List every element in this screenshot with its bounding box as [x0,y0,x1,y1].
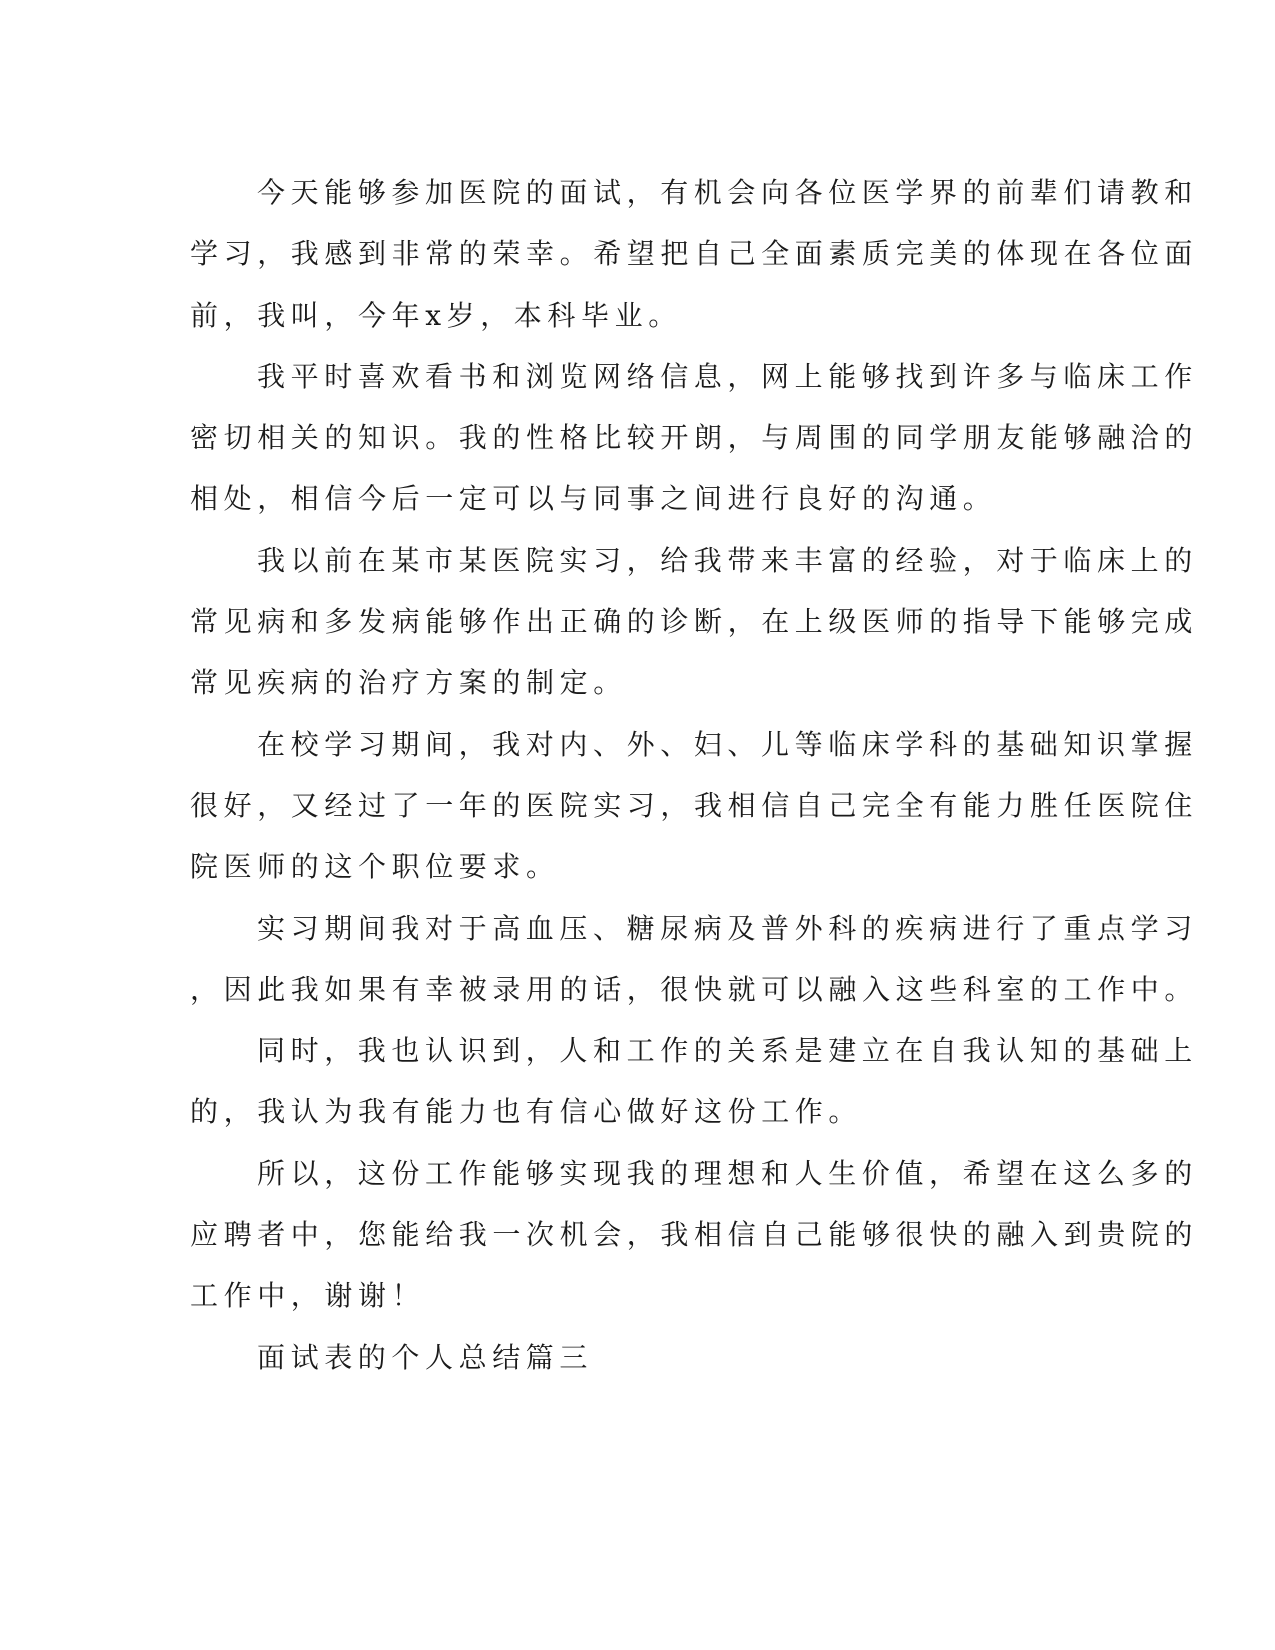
text-line: ，因此我如果有幸被录用的话，很快就可以融入这些科室的工作中。 [190,972,1199,1006]
text-line: 的，我认为我有能力也有信心做好这份工作。 [190,1095,863,1129]
text-line: 今天能够参加医院的面试，有机会向各位医学界的前辈们请教和 [257,176,1198,209]
paragraph [190,1327,1090,1388]
text-line: 在校学习期间，我对内、外、妇、儿等临床学科的基础知识掌握 [257,727,1198,761]
text-line: 院医师的这个职位要求。 [190,850,560,884]
text-line: 密切相关的知识。我的性格比较开朗，与周围的同学朋友能够融洽的 [190,421,1199,455]
text-line: 相处，相信今后一定可以与同事之间进行良好的沟通。 [190,482,997,516]
text-line: 很好，又经过了一年的医院实习，我相信自己完全有能力胜任医院住 [190,788,1199,822]
text-line: 实习期间我对于高血压、糖尿病及普外科的疾病进行了重点学习 [257,911,1198,945]
text-line: 常见病和多发病能够作出正确的诊断，在上级医师的指导下能够完成 [190,605,1199,639]
text-line: 同时，我也认识到，人和工作的关系是建立在自我认知的基础上 [257,1034,1198,1068]
text-line: 我以前在某市某医院实习，给我带来丰富的经验，对于临床上的 [257,543,1198,577]
text-line: 面试表的个人总结篇三 [257,1340,594,1374]
text-line: 前，我叫，今年x岁，本科毕业。 [190,298,682,332]
document-body [190,162,1199,1388]
paragraph [190,1143,1199,1327]
text-line: 学习，我感到非常的荣幸。希望把自己全面素质完美的体现在各位面 [190,237,1199,271]
text-line: 我平时喜欢看书和浏览网络信息，网上能够找到许多与临床工作 [257,359,1198,393]
text-line: 应聘者中，您能给我一次机会，我相信自己能够很快的融入到贵院的 [190,1218,1199,1252]
paragraph [190,1020,1198,1143]
paragraph [190,530,1199,714]
paragraph [190,346,1199,530]
paragraph [190,898,1199,1021]
text-line: 常见疾病的治疗方案的制定。 [190,666,627,700]
text-line: 所以，这份工作能够实现我的理想和人生价值，希望在这么多的 [257,1156,1198,1190]
paragraph [190,162,1199,346]
text-line: 工作中，谢谢！ [190,1279,426,1313]
paragraph [190,714,1199,898]
